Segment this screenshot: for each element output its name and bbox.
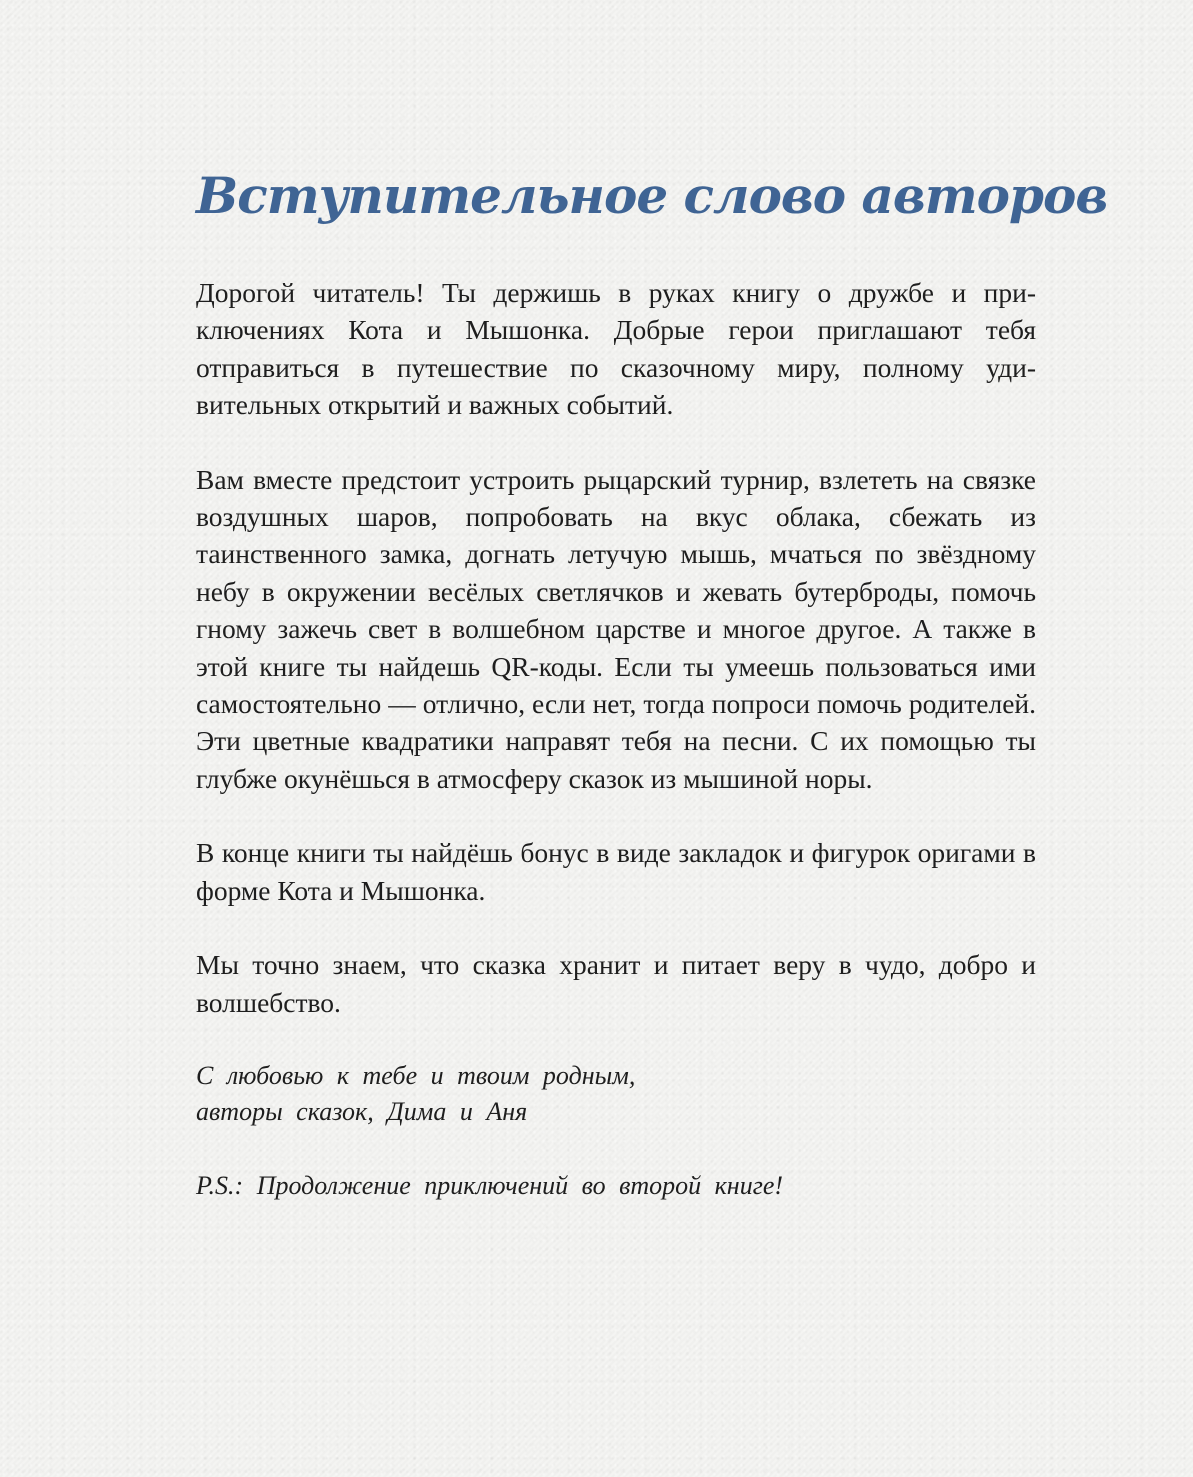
page-title: Вступительное слово авторов xyxy=(196,166,1108,225)
signature-line-1: С любовью к тебе и твоим родным, xyxy=(196,1060,636,1090)
signature-line-2: авторы сказок, Дима и Аня xyxy=(196,1096,528,1126)
body-text xyxy=(196,274,1036,1021)
paragraph-greeting: Дорогой читатель! Ты держишь в руках книгу о дружбе и приключениях Кота и Мышонка. Добрые герои приглашают тебя отправиться в путешествие по сказочному миру, полному удивительных открытий и важных событий. xyxy=(196,277,1036,421)
paragraph-adventures: Вам вместе предстоит устроить рыцарский турнир, взлететь на связке воздушных шаров, попробовать на вкус облака, сбежать из таинственного замка, догнать летучую мышь, мчаться по звёздному небу в окружении весёлых светлячков и жевать бутерброды, помочь гному зажечь свет в волшебном царстве и многое другое. А также в этой книге ты найдешь QR-коды. Если ты умеешь пользоваться ими самостоятельно — отлично, если нет, тогда попроси помочь родителей. Эти цветные квадратики направят тебя на песни. С их помощью ты глубже окунёшься в атмосферу сказок из мышиной норы. xyxy=(196,463,1036,794)
postscript: P.S.: Продолжение приключений во второй книге! xyxy=(196,1170,784,1200)
signature-block xyxy=(196,1058,1036,1204)
page-content xyxy=(196,150,1108,1242)
paragraph-bonus: В конце книги ты найдёшь бонус в виде закладок и фигурок оригами в форме Кота и Мышонка. xyxy=(196,837,1036,906)
signature xyxy=(196,1058,1036,1130)
paragraph-belief: Мы точно знаем, что сказка хранит и питает веру в чудо, добро и волшебство. xyxy=(196,949,1036,1018)
